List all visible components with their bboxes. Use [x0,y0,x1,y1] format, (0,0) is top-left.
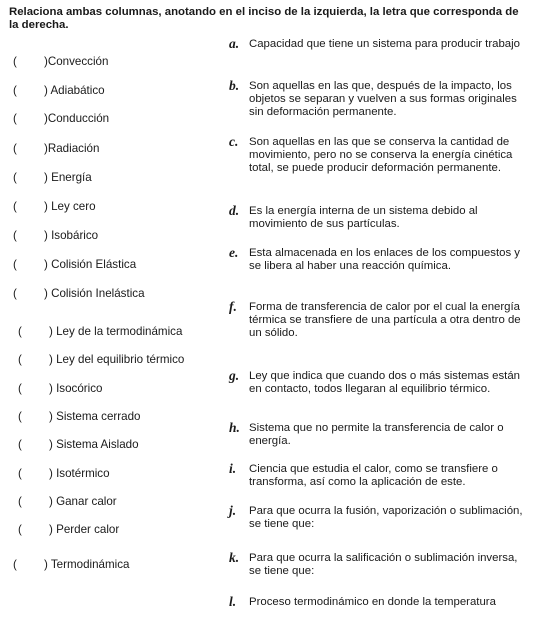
definition-letter: k. [229,550,240,565]
left-item-label: ) Colisión Inelástica [44,287,145,300]
definition-letter: j. [229,503,237,518]
definition-text: Esta almacenada en los enlaces de los compuestos y se libera al haber una reacción química. [249,247,521,272]
left-item [13,171,92,185]
left-item [13,200,96,214]
definition-item [229,38,529,51]
definition-text: Para que ocurra la fusión, vaporización o sublimación, se tiene que: [249,505,523,530]
definition-item [229,136,529,175]
left-item [18,410,141,424]
definition-text: Para que ocurra la salificación o sublimación inversa, se tiene que: [249,552,518,577]
left-item-label: )Conducción [44,112,110,125]
left-item-label: ) Termodinámica [44,558,130,571]
definition-letter: i. [229,461,237,476]
answer-blank[interactable]: ( [13,200,17,213]
definition-item [229,205,529,231]
left-item [18,325,182,339]
definition-letter: g. [229,368,240,383]
left-item [13,84,105,98]
left-item [13,142,99,156]
definition-item [229,247,529,273]
left-item-label: ) Ley de la termodinámica [49,325,183,338]
left-item [18,438,139,452]
definition-text: Sistema que no permite la transferencia de calor o energía. [249,422,504,447]
definition-letter: h. [229,420,240,435]
definition-text: Forma de transferencia de calor por el cual la energía térmica se transfiere de una partícula a otra dentro de un sólido. [249,301,521,339]
answer-blank[interactable]: ( [13,258,17,271]
left-item [13,558,129,572]
answer-blank[interactable]: ( [18,523,22,536]
answer-blank[interactable]: ( [13,171,17,184]
definition-text: Son aquellas en las que, después de la impacto, los objetos se separan y vuelven a sus formas originales sin deformación permanente. [249,80,517,118]
answer-blank[interactable]: ( [18,325,22,338]
definition-item [229,552,529,578]
definition-text: Ciencia que estudia el calor, como se transfiere o transforma, así como la aplicación de este. [249,463,498,488]
left-item [18,382,102,396]
definition-item [229,370,529,396]
answer-blank[interactable]: ( [13,558,17,571]
answer-blank[interactable]: ( [13,287,17,300]
left-item-label: ) Ganar calor [49,495,117,508]
left-item-label: ) Isotérmico [49,467,110,480]
left-item-label: ) Sistema Aislado [49,438,139,451]
left-item-label: )Convección [44,55,109,68]
answer-blank[interactable]: ( [18,438,22,451]
definition-text: Ley que indica que cuando dos o más sistemas están en contacto, todos llegaran al equilibrio térmico. [249,370,521,395]
answer-blank[interactable]: ( [13,112,17,125]
left-item [13,55,108,69]
left-item [13,112,109,126]
left-item [13,229,98,243]
definition-text: Capacidad que tiene un sistema para producir trabajo [249,38,521,50]
definition-item [229,80,529,119]
definition-letter: c. [229,134,239,149]
answer-blank[interactable]: ( [18,382,22,395]
definition-item [229,301,529,340]
left-item-label: ) Ley cero [44,200,96,213]
definition-letter: e. [229,245,239,260]
left-item-label: ) Perder calor [49,523,120,536]
answer-blank[interactable]: ( [13,55,17,68]
left-item [13,258,136,272]
left-item [18,523,119,537]
answer-blank[interactable]: ( [18,410,22,423]
left-item-label: ) Ley del equilibrio térmico [49,353,185,366]
left-item-label: )Radiación [44,142,100,155]
left-item-label: ) Isobárico [44,229,99,242]
answer-blank[interactable]: ( [18,495,22,508]
left-item-label: ) Isocórico [49,382,103,395]
definition-item [229,596,529,609]
left-item [18,495,117,509]
answer-blank[interactable]: ( [18,353,22,366]
definition-letter: d. [229,203,240,218]
definition-item [229,422,529,448]
definition-text: Proceso termodinámico en donde la temperatura [249,596,496,608]
definition-text: Son aquellas en las que se conserva la cantidad de movimiento, pero no se conserva la energía cinética total, se puede producir deformación permanente. [249,136,513,174]
definition-letter: l. [229,594,237,609]
left-item-label: ) Colisión Elástica [44,258,137,271]
answer-blank[interactable]: ( [18,467,22,480]
definition-item [229,463,529,489]
left-item [18,353,184,367]
left-item-label: ) Adiabático [44,84,105,97]
definition-text: Es la energía interna de un sistema debido al movimiento de sus partículas. [249,205,478,230]
definition-item [229,505,529,531]
answer-blank[interactable]: ( [13,84,17,97]
left-item-label: ) Energía [44,171,92,184]
answer-blank[interactable]: ( [13,229,17,242]
left-item [18,467,110,481]
left-item [13,287,145,301]
definition-letter: b. [229,78,240,93]
definition-letter: f. [229,299,237,314]
answer-blank[interactable]: ( [13,142,17,155]
instructions: Relaciona ambas columnas, anotando en el inciso de la izquierda, la letra que corresponda de la derecha. [9,6,519,31]
definition-letter: a. [229,36,240,51]
left-item-label: ) Sistema cerrado [49,410,141,423]
